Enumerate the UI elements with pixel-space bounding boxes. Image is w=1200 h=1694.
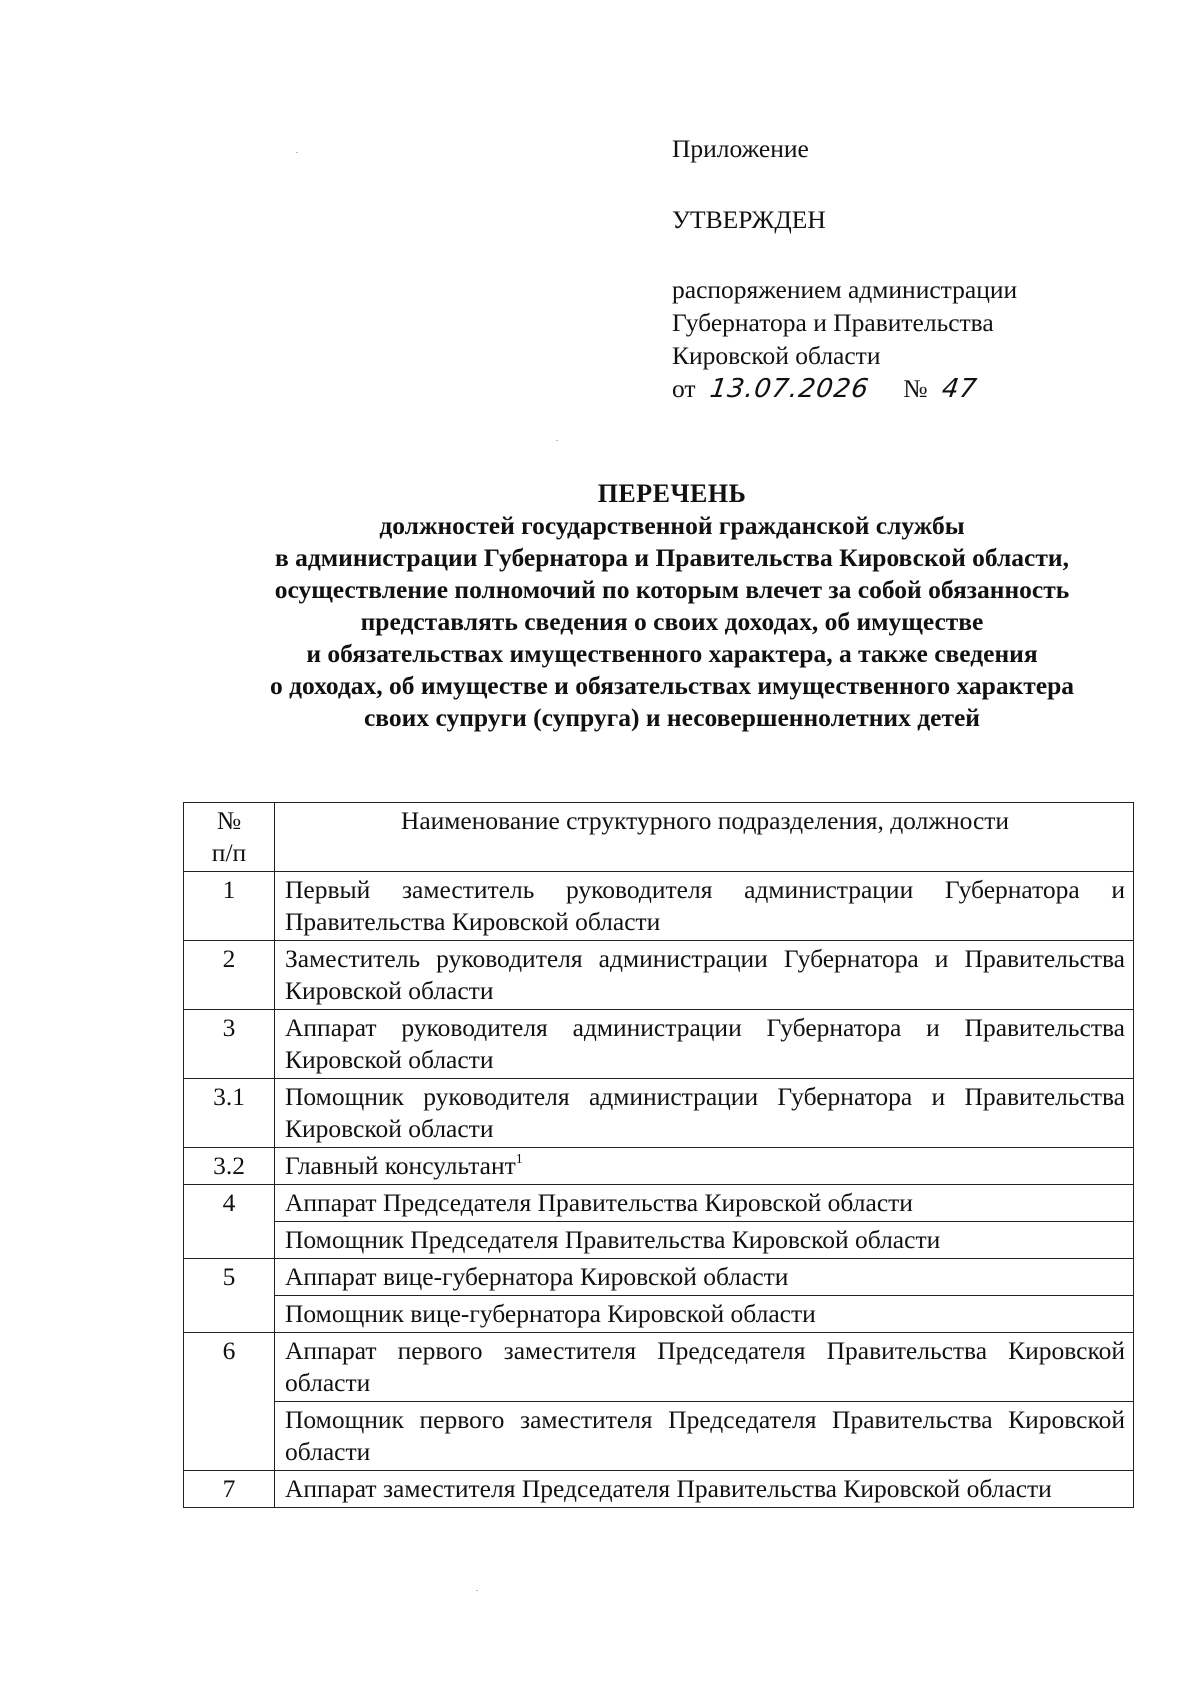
table-row (184, 1402, 1134, 1471)
row-name: Помощник вице-губернатора Кировской области (275, 1296, 1134, 1333)
handwritten-date: 13.07.2026 (707, 374, 871, 404)
title-line: представлять сведения о своих доходах, об имуществе (360, 607, 984, 636)
table-row (184, 1259, 1134, 1296)
title-line: осуществление полномочий по которым влечет за собой обязанность (274, 575, 1070, 604)
row-number: 2 (184, 941, 275, 1010)
table-row (184, 941, 1134, 1010)
table-row (184, 1010, 1134, 1079)
header-number-pp: п/п (211, 838, 247, 867)
approved-label: УТВЕРЖДЕН (672, 205, 826, 234)
row-name: Главный консультант (285, 1151, 516, 1180)
header-number-sign: № (216, 806, 242, 835)
table-row (184, 1185, 1134, 1222)
scan-speck (556, 440, 558, 441)
header-name: Наименование структурного подразделения, должности (275, 803, 1134, 872)
row-number: 6 (184, 1333, 275, 1471)
scan-speck (476, 1590, 478, 1591)
title-line: в администрации Губернатора и Правительства Кировской области, (275, 543, 1069, 572)
approval-block (672, 132, 1132, 406)
row-number: 3.1 (184, 1079, 275, 1148)
row-name: Аппарат Председателя Правительства Кировской области (275, 1185, 1134, 1222)
table-row (184, 1148, 1134, 1185)
order-line: Губернатора и Правительства (672, 308, 994, 337)
row-number: 3.2 (184, 1148, 275, 1185)
row-name: Первый заместитель руководителя администрации Губернатора и Правительства Кировской области (275, 872, 1134, 941)
order-line: распоряжением администрации (672, 275, 1018, 304)
row-number: 4 (184, 1185, 275, 1259)
date-number-line (672, 372, 1132, 406)
row-name: Аппарат первого заместителя Председателя Правительства Кировской области (275, 1333, 1134, 1402)
row-number: 7 (184, 1471, 275, 1508)
appendix-label: Приложение (672, 134, 809, 163)
title-line: своих супруги (супруга) и несовершеннолетних детей (363, 703, 980, 732)
row-name: Аппарат вице-губернатора Кировской области (275, 1259, 1134, 1296)
table-row (184, 872, 1134, 941)
positions-table (183, 802, 1134, 1508)
row-name: Помощник руководителя администрации Губернатора и Правительства Кировской области (275, 1079, 1134, 1148)
document-title (150, 478, 1194, 734)
row-name: Заместитель руководителя администрации Губернатора и Правительства Кировской области (275, 941, 1134, 1010)
scan-speck (296, 152, 298, 153)
order-line: Кировской области (672, 341, 881, 370)
table-header-row (184, 803, 1134, 872)
title-line: о доходах, об имуществе и обязательствах имущественного характера (269, 671, 1075, 700)
date-prefix: от (672, 374, 696, 403)
row-number: 3 (184, 1010, 275, 1079)
table-row (184, 1333, 1134, 1402)
title-line: и обязательствах имущественного характера, а также сведения (306, 639, 1038, 668)
row-number: 1 (184, 872, 275, 941)
number-sign: № (903, 374, 928, 403)
footnote-marker: 1 (515, 1152, 523, 1167)
row-name: Аппарат руководителя администрации Губернатора и Правительства Кировской области (275, 1010, 1134, 1079)
row-name-cell (275, 1148, 1134, 1185)
table-row (184, 1222, 1134, 1259)
header-number (184, 803, 275, 872)
table-row (184, 1296, 1134, 1333)
handwritten-number: 47 (939, 374, 980, 404)
row-name: Помощник Председателя Правительства Кировской области (275, 1222, 1134, 1259)
row-name: Помощник первого заместителя Председателя Правительства Кировской области (275, 1402, 1134, 1471)
title-heading: ПЕРЕЧЕНЬ (597, 479, 747, 508)
row-number: 5 (184, 1259, 275, 1333)
row-name: Аппарат заместителя Председателя Правительства Кировской области (275, 1471, 1134, 1508)
table-row (184, 1471, 1134, 1508)
title-line: должностей государственной гражданской службы (379, 511, 965, 540)
table-row (184, 1079, 1134, 1148)
